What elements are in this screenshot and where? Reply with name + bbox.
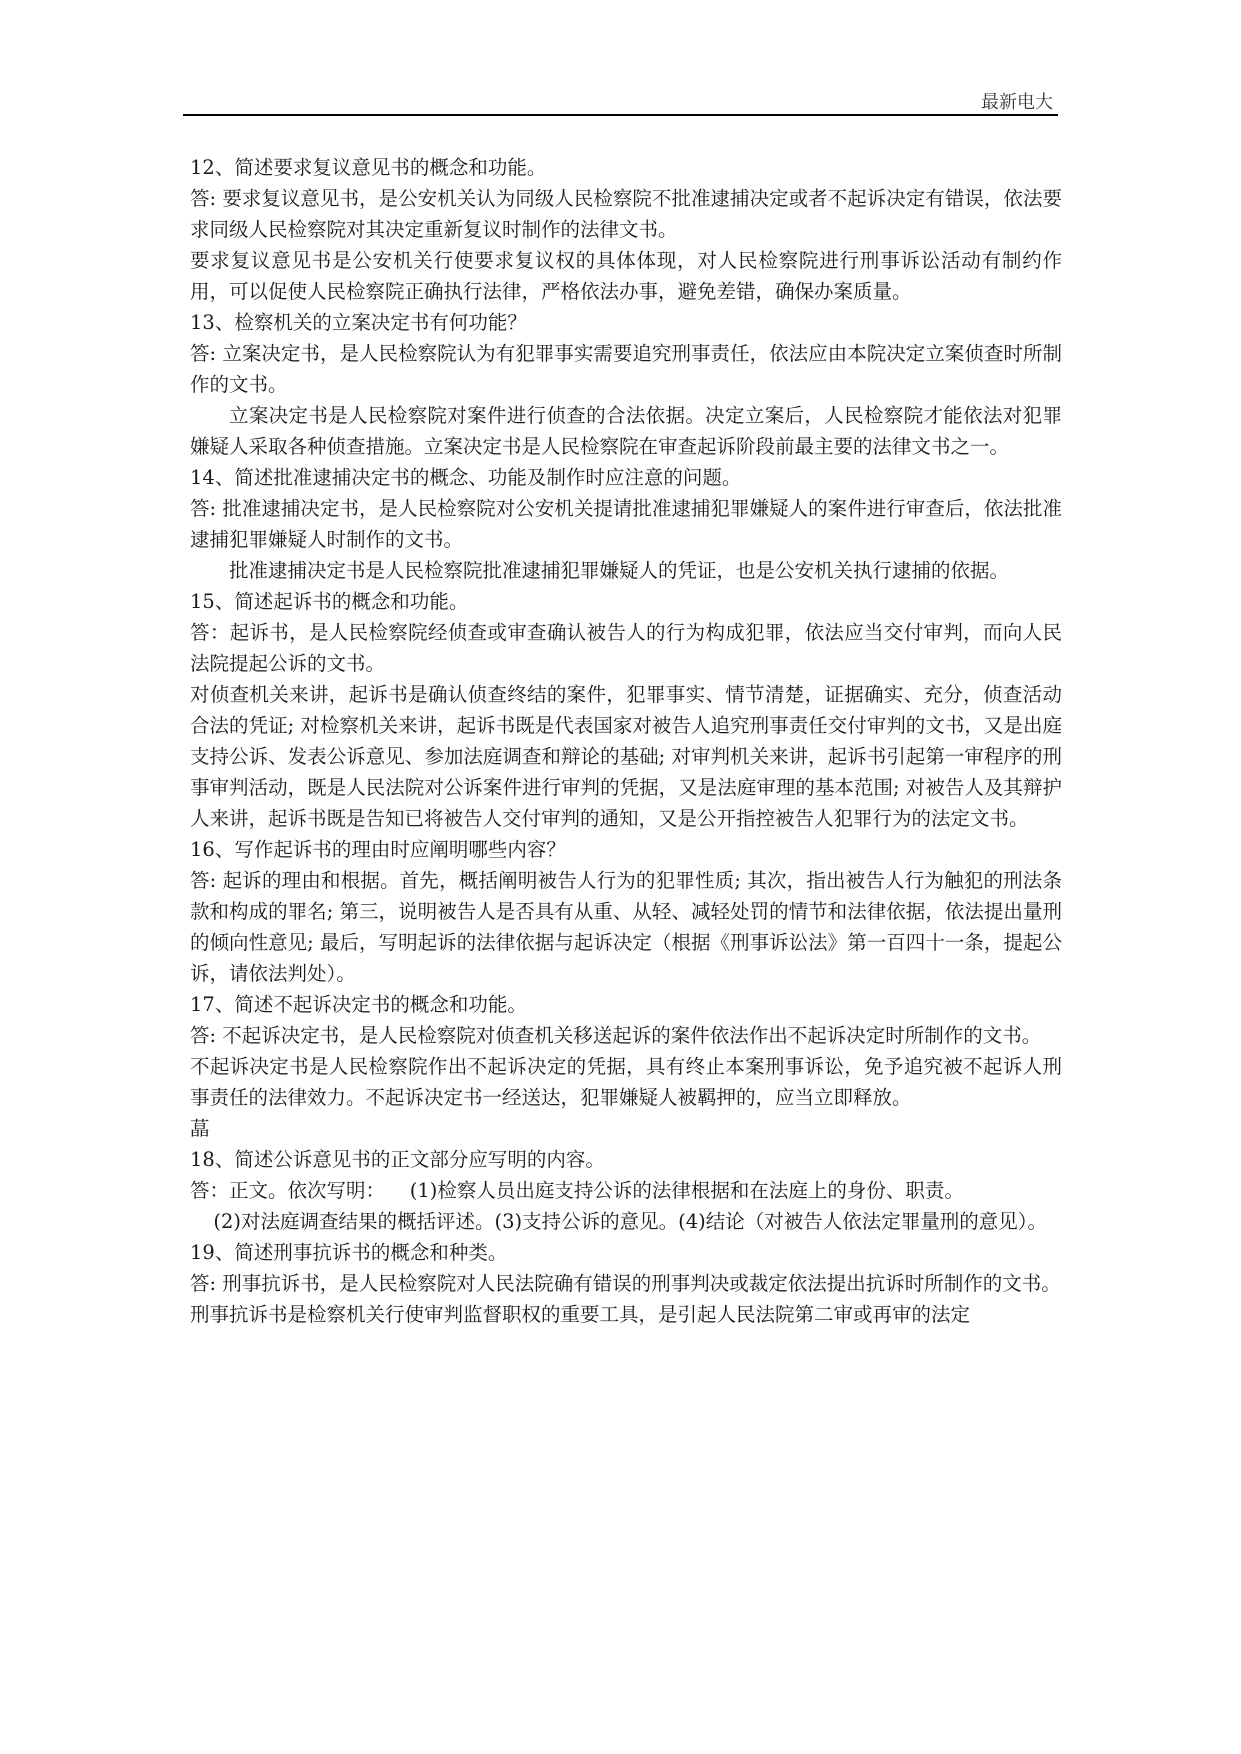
answer-paragraph: 答: 起诉的理由和根据。首先，概括阐明被告人行为的犯罪性质; 其次，指出被告人行为触犯的刑法条款和构成的罪名; 第三，说明被告人是否具有从重、从轻、减轻处罚的情节和法律依据，依法提出量刑的倾向性意见; 最后，写明起诉的法律依据与起诉决定（根据《刑事诉讼法》第一百四十一条，提起公诉，请依法判处）。 xyxy=(190,869,1062,985)
question-14: 14、简述批准逮捕决定书的概念、功能及制作时应注意的问题。 xyxy=(190,466,742,489)
question-13: 13、检察机关的立案决定书有何功能？ xyxy=(190,311,527,334)
answer-paragraph: 答: 不起诉决定书，是人民检察院对侦查机关移送起诉的案件依法作出不起诉决定时所制作的文书。 xyxy=(190,1024,1042,1047)
header-divider xyxy=(183,114,1058,116)
answer-paragraph: 立案决定书是人民检察院对案件进行侦查的合法依据。决定立案后，人民检察院才能依法对犯罪嫌疑人采取各种侦查措施。立案决定书是人民检察院在审查起诉阶段前最主要的法律文书之一。 xyxy=(190,404,1062,458)
document-body xyxy=(190,152,1062,1330)
answer-paragraph: 答: 批准逮捕决定书，是人民检察院对公安机关提请批准逮捕犯罪嫌疑人的案件进行审查后，依法批准逮捕犯罪嫌疑人时制作的文书。 xyxy=(190,497,1062,551)
answer-paragraph: 答：起诉书，是人民检察院经侦查或审查确认被告人的行为构成犯罪，依法应当交付审判，而向人民法院提起公诉的文书。 xyxy=(190,621,1062,675)
question-19: 19、简述刑事抗诉书的概念和种类。 xyxy=(190,1241,508,1264)
question-16: 16、写作起诉书的理由时应阐明哪些内容？ xyxy=(190,838,566,861)
answer-paragraph: 答: 要求复议意见书，是公安机关认为同级人民检察院不批准逮捕决定或者不起诉决定有错误，依法要求同级人民检察院对其决定重新复议时制作的法律文书。 xyxy=(190,187,1062,241)
question-17: 17、简述不起诉决定书的概念和功能。 xyxy=(190,993,527,1016)
question-12: 12、简述要求复议意见书的概念和功能。 xyxy=(190,156,547,179)
answer-paragraph: 刑事抗诉书是检察机关行使审判监督职权的重要工具，是引起人民法院第二审或再审的法定 xyxy=(190,1303,971,1326)
answer-paragraph: 批准逮捕决定书是人民检察院批准逮捕犯罪嫌疑人的凭证，也是公安机关执行逮捕的依据。 xyxy=(229,559,1010,582)
answer-paragraph: 要求复议意见书是公安机关行使要求复议权的具体体现，对人民检察院进行刑事诉讼活动有制约作用，可以促使人民检察院正确执行法律，严格依法办事，避免差错，确保办案质量。 xyxy=(190,249,1062,303)
answer-paragraph: 答：正文。依次写明： (1)检察人员出庭支持公诉的法律根据和在法庭上的身份、职责。 xyxy=(190,1179,964,1202)
answer-paragraph: (2)对法庭调查结果的概括评述。(3)支持公诉的意见。(4)结论（对被告人依法定罪量刑的意见）。 xyxy=(213,1210,1048,1233)
header-title: 最新电大 xyxy=(981,92,1053,113)
answer-paragraph: 不起诉决定书是人民检察院作出不起诉决定的凭据，具有终止本案刑事诉讼，免予追究被不起诉人刑事责任的法律效力。不起诉决定书一经送达，犯罪嫌疑人被羁押的，应当立即释放。 xyxy=(190,1055,1062,1109)
answer-paragraph: 答: 立案决定书，是人民检察院认为有犯罪事实需要追究刑事责任，依法应由本院决定立案侦查时所制作的文书。 xyxy=(190,342,1062,396)
question-15: 15、简述起诉书的概念和功能。 xyxy=(190,590,469,613)
question-18: 18、简述公诉意见书的正文部分应写明的内容。 xyxy=(190,1148,605,1171)
answer-paragraph: 答: 刑事抗诉书，是人民检察院对人民法院确有错误的刑事判决或裁定依法提出抗诉时所制作的文书。 xyxy=(190,1272,1061,1295)
stray-character: 蕌 xyxy=(190,1117,210,1140)
answer-paragraph: 对侦查机关来讲，起诉书是确认侦查终结的案件，犯罪事实、情节清楚，证据确实、充分，侦查活动合法的凭证; 对检察机关来讲，起诉书既是代表国家对被告人追究刑事责任交付审判的文书，又是出庭支持公诉、发表公诉意见、参加法庭调查和辩论的基础; 对审判机关来讲，起诉书引起第一审程序的刑事审判活动，既是人民法院对公诉案件进行审判的凭据，又是法庭审理的基本范围; 对被告人及其辩护人来讲，起诉书既是告知已将被告人交付审判的通知，又是公开指控被告人犯罪行为的法定文书。 xyxy=(190,683,1062,830)
